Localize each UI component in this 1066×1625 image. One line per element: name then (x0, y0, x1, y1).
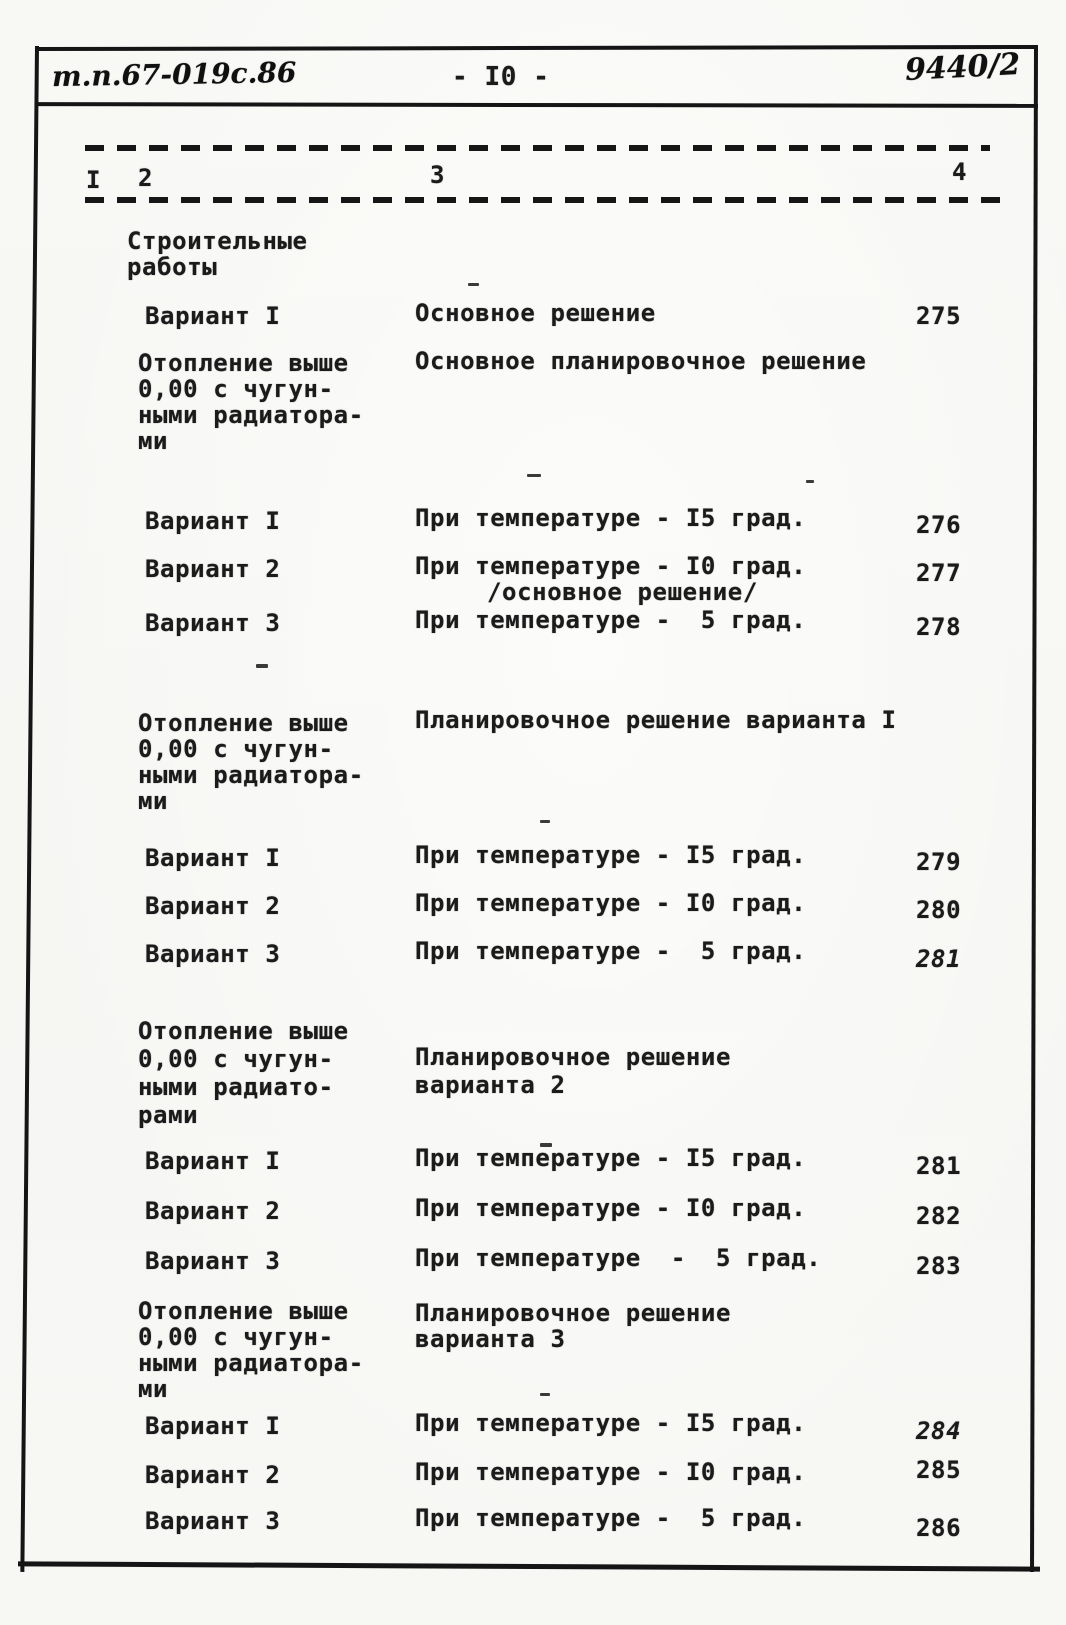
sheet-number-cell: 282 (916, 1202, 962, 1230)
header-separator-line (36, 102, 1038, 108)
sheet-number-cell: 283 (916, 1252, 962, 1280)
subject-line: ными радиатора- (138, 1349, 364, 1377)
variant-cell: Вариант 2 (145, 555, 281, 583)
variant-cell: Вариант 2 (145, 1461, 281, 1489)
stamp-number: 9440/2 (904, 47, 1022, 88)
scan-speck (806, 480, 814, 483)
col-header-2: 2 (138, 164, 154, 192)
subject-line: Отопление выше (138, 1297, 349, 1325)
frame-top-border (36, 45, 1038, 51)
scan-speck (468, 283, 479, 286)
sheet-number-cell: 275 (916, 302, 962, 330)
variant-cell: Вариант I (145, 302, 281, 330)
col-header-3: 3 (430, 161, 446, 189)
subject-line: ными радиатора- (138, 761, 364, 789)
solution-line: варианта 3 (415, 1325, 566, 1353)
dashed-rule-bottom (85, 197, 1005, 203)
sheet-number-cell: 285 (916, 1456, 962, 1484)
description-cell: При температуре - 5 град. (415, 1504, 807, 1532)
variant-cell: Вариант 3 (145, 1507, 281, 1535)
variant-cell: Вариант 3 (145, 609, 281, 637)
scan-speck (527, 474, 541, 477)
subject-line: Отопление выше (138, 709, 349, 737)
variant-cell: Вариант I (145, 844, 281, 872)
description-cell: При температуре - I5 град. (415, 841, 807, 869)
solution-line: Планировочное решение (415, 1043, 732, 1071)
doc-code: т.п.67-019с.86 (51, 55, 297, 94)
subject-line: Отопление выше (138, 349, 349, 377)
subject-line: ми (138, 1375, 169, 1403)
sheet-number-cell: 281 (916, 945, 962, 973)
scan-speck (256, 664, 268, 668)
description-cell: При температуре - I5 град. (415, 1409, 807, 1437)
subject-line: 0,00 с чугун- (138, 735, 334, 763)
scan-speck (540, 820, 550, 823)
work-heading-line: Строительные (127, 227, 308, 255)
subject-line: 0,00 с чугун- (138, 375, 334, 403)
sheet-number-cell: 277 (916, 559, 962, 587)
col-header-1: I (86, 166, 102, 194)
sheet-number-cell: 286 (916, 1514, 962, 1542)
description-cell: При температуре - I5 град. (415, 1144, 807, 1172)
sheet-number-cell: 276 (916, 511, 962, 539)
work-heading-line: работы (127, 253, 218, 281)
solution-line: Планировочное решение варианта I (415, 706, 897, 734)
frame-right-border (1030, 46, 1038, 1572)
variant-cell: Вариант 3 (145, 1247, 281, 1275)
subject-line: рами (138, 1101, 199, 1129)
description-cell: При температуре - 5 град. (415, 606, 807, 634)
description-cell: При температуре - I0 град. (415, 889, 807, 917)
dashed-rule-top (85, 145, 990, 151)
sheet-number-cell: 284 (916, 1417, 962, 1445)
col-header-4: 4 (952, 158, 968, 186)
solution-line: Планировочное решение (415, 1299, 732, 1327)
subject-line: ми (138, 787, 169, 815)
subject-line: Отопление выше (138, 1017, 349, 1045)
subject-line: ми (138, 427, 169, 455)
page-number: - I0 - (452, 62, 550, 92)
variant-cell: Вариант I (145, 1147, 281, 1175)
frame-left-border (20, 46, 39, 1572)
description-cell: При температуре - 5 град. (415, 1244, 822, 1272)
subject-line: ными радиатора- (138, 401, 364, 429)
variant-cell: Вариант I (145, 507, 281, 535)
sheet-number-cell: 280 (916, 896, 962, 924)
variant-cell: Вариант 3 (145, 940, 281, 968)
subject-line: 0,00 с чугун- (138, 1323, 334, 1351)
description-cell: При температуре - I5 град. (415, 504, 807, 532)
description-cell: При температуре - I0 град. (415, 552, 807, 580)
sheet-number-cell: 279 (916, 848, 962, 876)
description-note-cell: /основное решение/ (487, 578, 758, 606)
frame-bottom-border (18, 1561, 1040, 1571)
description-cell: Основное решение (415, 299, 656, 327)
subject-line: ными радиато- (138, 1073, 334, 1101)
variant-cell: Вариант 2 (145, 1197, 281, 1225)
scan-speck (540, 1393, 550, 1396)
variant-cell: Вариант 2 (145, 892, 281, 920)
description-cell: При температуре - I0 град. (415, 1194, 807, 1222)
sheet-number-cell: 281 (916, 1152, 962, 1180)
solution-line: Основное планировочное решение (415, 347, 867, 375)
subject-line: 0,00 с чугун- (138, 1045, 334, 1073)
solution-line: варианта 2 (415, 1071, 566, 1099)
description-cell: При температуре - 5 град. (415, 937, 807, 965)
variant-cell: Вариант I (145, 1412, 281, 1440)
description-cell: При температуре - I0 град. (415, 1458, 807, 1486)
sheet-number-cell: 278 (916, 613, 962, 641)
